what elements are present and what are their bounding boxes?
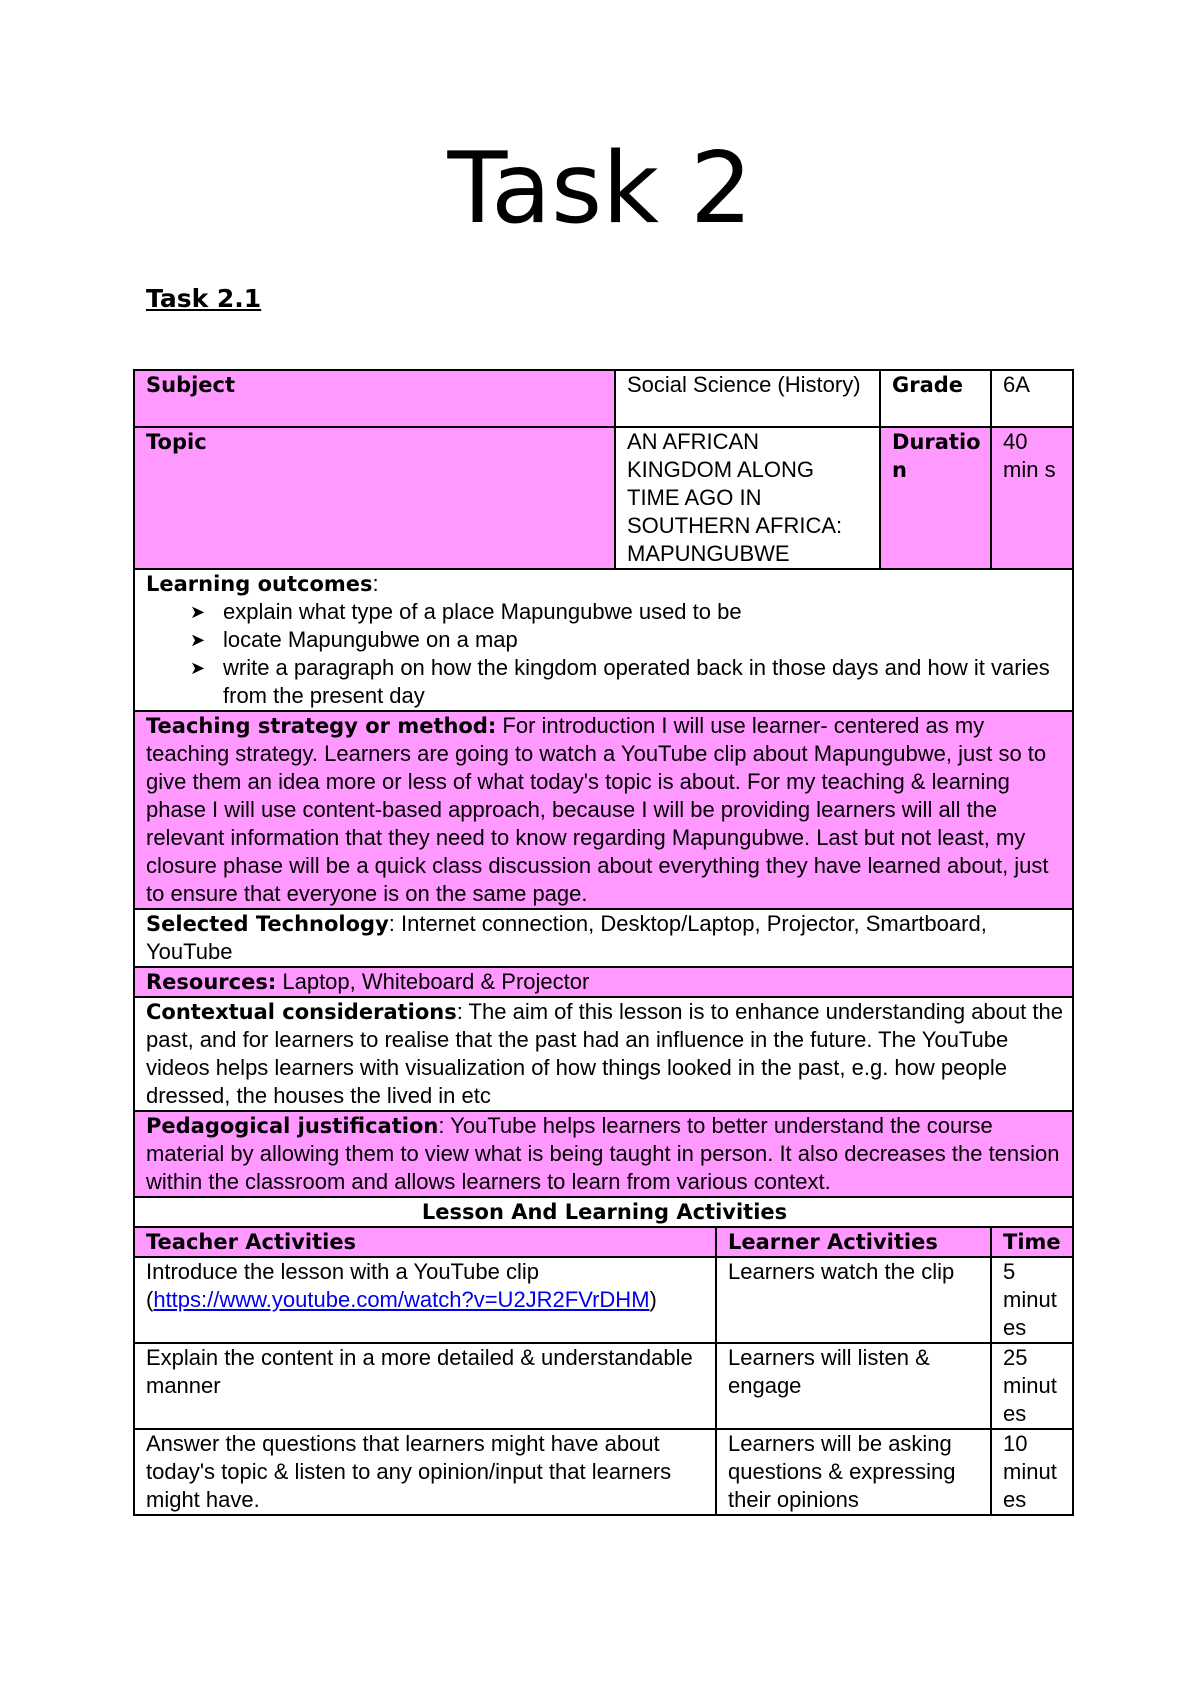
teaching-strategy-row <box>134 711 1073 909</box>
learning-outcomes-suffix: : <box>372 571 379 596</box>
teacher-activity-text-end: ) <box>649 1287 657 1312</box>
time-cell: 10 minutes <box>991 1429 1073 1515</box>
contextual-considerations-cell <box>134 997 1073 1111</box>
selected-technology-text: : Internet connection, Desktop/Laptop, Projector, Smartboard, YouTube <box>146 911 987 964</box>
table-row <box>134 1257 1073 1343</box>
teacher-activity-cell: Explain the content in a more detailed & understandable manner <box>134 1343 716 1429</box>
outcome-text: explain what type of a place Mapungubwe used to be <box>223 599 742 624</box>
activities-heading: Lesson And Learning Activities <box>134 1197 1073 1227</box>
activities-header-row <box>134 1227 1073 1257</box>
youtube-link[interactable]: https://www.youtube.com/watch?v=U2JR2FVrDHM <box>153 1287 650 1312</box>
time-cell: 25 minutes <box>991 1343 1073 1429</box>
duration-value: 40 min s <box>991 427 1073 569</box>
lesson-plan-table <box>133 369 1074 1516</box>
teacher-activities-header: Teacher Activities <box>134 1227 716 1257</box>
learner-activity-cell: Learners will be asking questions & expressing their opinions <box>716 1429 991 1515</box>
arrow-bullet-icon: ➤ <box>190 630 206 650</box>
outcome-text: write a paragraph on how the kingdom operated back in those days and how it varies from the present day <box>223 655 1050 708</box>
teaching-strategy-label: Teaching strategy or method: <box>146 714 497 738</box>
duration-label: Duratio n <box>880 427 991 569</box>
teacher-activity-text: Introduce the lesson with a YouTube clip ( <box>146 1259 540 1312</box>
table-row <box>134 1429 1073 1515</box>
list-item <box>190 626 1063 654</box>
teacher-activity-cell <box>134 1257 716 1343</box>
arrow-bullet-icon: ➤ <box>190 658 206 678</box>
contextual-considerations-row <box>134 997 1073 1111</box>
page-title: Task 2 <box>447 132 753 246</box>
learning-outcomes-row <box>134 569 1073 711</box>
outcome-text: locate Mapungubwe on a map <box>223 627 518 652</box>
learner-activities-header: Learner Activities <box>716 1227 991 1257</box>
section-heading: Task 2.1 <box>146 284 262 313</box>
subject-label: Subject <box>134 370 615 427</box>
resources-label: Resources: <box>146 970 277 994</box>
selected-technology-row <box>134 909 1073 967</box>
topic-label: Topic <box>134 427 615 569</box>
table-row <box>134 1343 1073 1429</box>
grade-value: 6A <box>991 370 1073 427</box>
selected-technology-cell <box>134 909 1073 967</box>
pedagogical-justification-label: Pedagogical justification <box>146 1114 439 1138</box>
pedagogical-justification-text: : YouTube helps learners to better understand the course material by allowing them to view what is being taught in person. It also decreases the tension within the classroom and allows learners to learn from various context. <box>146 1113 1060 1194</box>
resources-text: Laptop, Whiteboard & Projector <box>276 969 590 994</box>
resources-row <box>134 967 1073 997</box>
teacher-activity-cell: Answer the questions that learners might have about today's topic & listen to any opinion/input that learners might have. <box>134 1429 716 1515</box>
teaching-strategy-text: For introduction I will use learner- centered as my teaching strategy. Learners are going to watch a YouTube clip about Mapungubwe, just so to give them an idea more or less of what today's topic is about. For my teaching & learning phase I will use content-based approach, because I will be providing learners will all the relevant information that they need to know regarding Mapungubwe. Last but not least, my closure phase will be a quick class discussion about everything they have learned about, just to ensure that everyone is on the same page. <box>146 713 1049 906</box>
subject-value: Social Science (History) <box>615 370 880 427</box>
topic-value: AN AFRICAN KINGDOM ALONG TIME AGO IN SOUTHERN AFRICA: MAPUNGUBWE <box>615 427 880 569</box>
time-header: Time <box>991 1227 1073 1257</box>
subject-row <box>134 370 1073 427</box>
learner-activity-cell: Learners will listen & engage <box>716 1343 991 1429</box>
learner-activity-cell: Learners watch the clip <box>716 1257 991 1343</box>
topic-row <box>134 427 1073 569</box>
selected-technology-label: Selected Technology <box>146 912 389 936</box>
time-cell: 5 minutes <box>991 1257 1073 1343</box>
pedagogical-justification-row <box>134 1111 1073 1197</box>
contextual-considerations-text: : The aim of this lesson is to enhance understanding about the past, and for learners to realise that the past had an influence in the future. The YouTube videos helps learners with visualization of how things looked in the past, e.g. how people dressed, the houses the lived in etc <box>146 999 1063 1108</box>
arrow-bullet-icon: ➤ <box>190 602 206 622</box>
list-item <box>190 598 1063 626</box>
learning-outcomes-label: Learning outcomes <box>146 572 373 596</box>
pedagogical-justification-cell <box>134 1111 1073 1197</box>
activities-heading-row <box>134 1197 1073 1227</box>
list-item <box>190 654 1063 710</box>
grade-label: Grade <box>880 370 991 427</box>
contextual-considerations-label: Contextual considerations <box>146 1000 457 1024</box>
resources-cell <box>134 967 1073 997</box>
learning-outcomes-list <box>146 598 1063 710</box>
teaching-strategy-cell <box>134 711 1073 909</box>
learning-outcomes-cell <box>134 569 1073 711</box>
